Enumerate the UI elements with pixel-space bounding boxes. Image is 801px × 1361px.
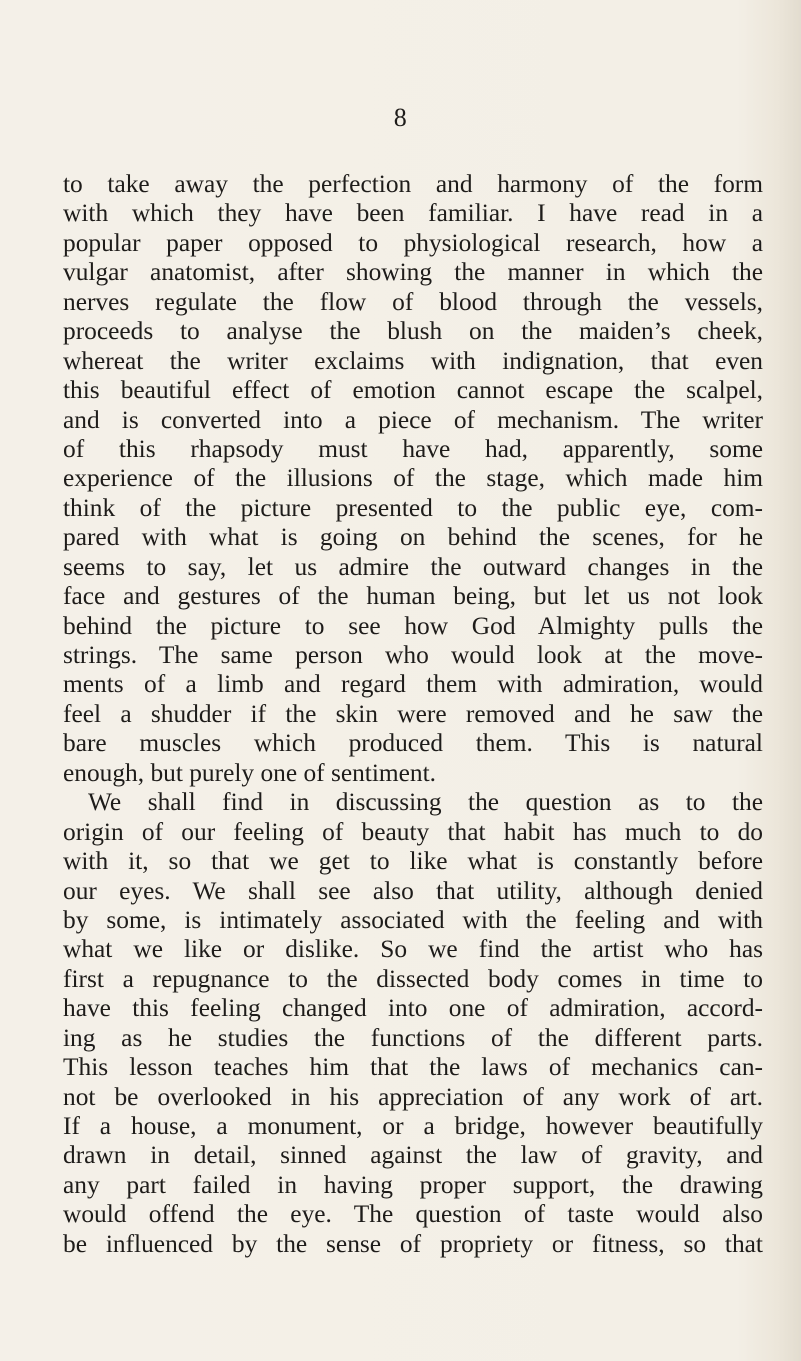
paragraph-end-line: enough, but purely one of sentiment.	[63, 758, 437, 787]
text-line: strings. The same person who would look at the move-	[63, 641, 763, 669]
text-line: origin of our feeling of beauty that habit has much to do	[63, 817, 763, 846]
text-line: If a house, a monument, or a bridge, however beautifully	[63, 1112, 763, 1140]
text-line: by some, is intimately associated with the feeling and with	[63, 905, 763, 934]
text-line: think of the picture presented to the public eye, com-	[63, 493, 763, 522]
text-line: seems to say, let us admire the outward changes in the	[63, 552, 763, 581]
text-line: any part failed in having proper support, the drawing	[63, 1170, 763, 1199]
paragraph-start-line: We shall find in discussing the question as to the	[88, 788, 763, 817]
text-line: drawn in detail, sinned against the law of gravity, and	[63, 1141, 763, 1170]
text-line: nerves regulate the flow of blood through the vessels,	[63, 287, 763, 316]
text-line: not be overlooked in his appreciation of any work of art.	[63, 1082, 763, 1111]
text-line: This lesson teaches him that the laws of mechanics can-	[63, 1053, 763, 1082]
text-line: our eyes. We shall see also that utility, although denied	[63, 876, 763, 905]
text-line: have this feeling changed into one of admiration, accord-	[63, 994, 763, 1023]
text-line: vulgar anatomist, after showing the manner in which the	[63, 258, 763, 287]
text-line: what we like or dislike. So we find the artist who has	[63, 935, 763, 964]
text-line: experience of the illusions of the stage, which made him	[63, 464, 763, 493]
text-line: pared with what is going on behind the scenes, for he	[63, 523, 763, 552]
text-line: ing as he studies the functions of the different parts.	[63, 1023, 763, 1052]
text-line: first a repugnance to the dissected body comes in time to	[63, 964, 763, 993]
text-line: ments of a limb and regard them with admiration, would	[63, 670, 763, 699]
body-text	[63, 170, 763, 1259]
page-number: 8	[393, 103, 408, 132]
text-line: behind the picture to see how God Almighty pulls the	[63, 611, 763, 640]
text-line: of this rhapsody must have had, apparently, some	[63, 434, 763, 463]
text-line: with which they have been familiar. I have read in a	[63, 199, 763, 228]
text-line: to take away the perfection and harmony of the form	[63, 170, 763, 198]
text-line: feel a shudder if the skin were removed and he saw the	[63, 699, 763, 728]
text-line: face and gestures of the human being, but let us not look	[63, 582, 763, 611]
text-line: this beautiful effect of emotion cannot escape the scalpel,	[63, 376, 763, 405]
text-line: be influenced by the sense of propriety or fitness, so that	[63, 1229, 763, 1258]
text-line: would offend the eye. The question of taste would also	[63, 1200, 763, 1229]
text-line: whereat the writer exclaims with indignation, that even	[63, 346, 763, 375]
text-line: with it, so that we get to like what is constantly before	[63, 847, 763, 876]
text-line: proceeds to analyse the blush on the maiden’s cheek,	[63, 317, 763, 346]
text-line: popular paper opposed to physiological research, how a	[63, 228, 763, 257]
text-line: and is converted into a piece of mechanism. The writer	[63, 405, 763, 434]
text-line: bare muscles which produced them. This is natural	[63, 729, 763, 758]
